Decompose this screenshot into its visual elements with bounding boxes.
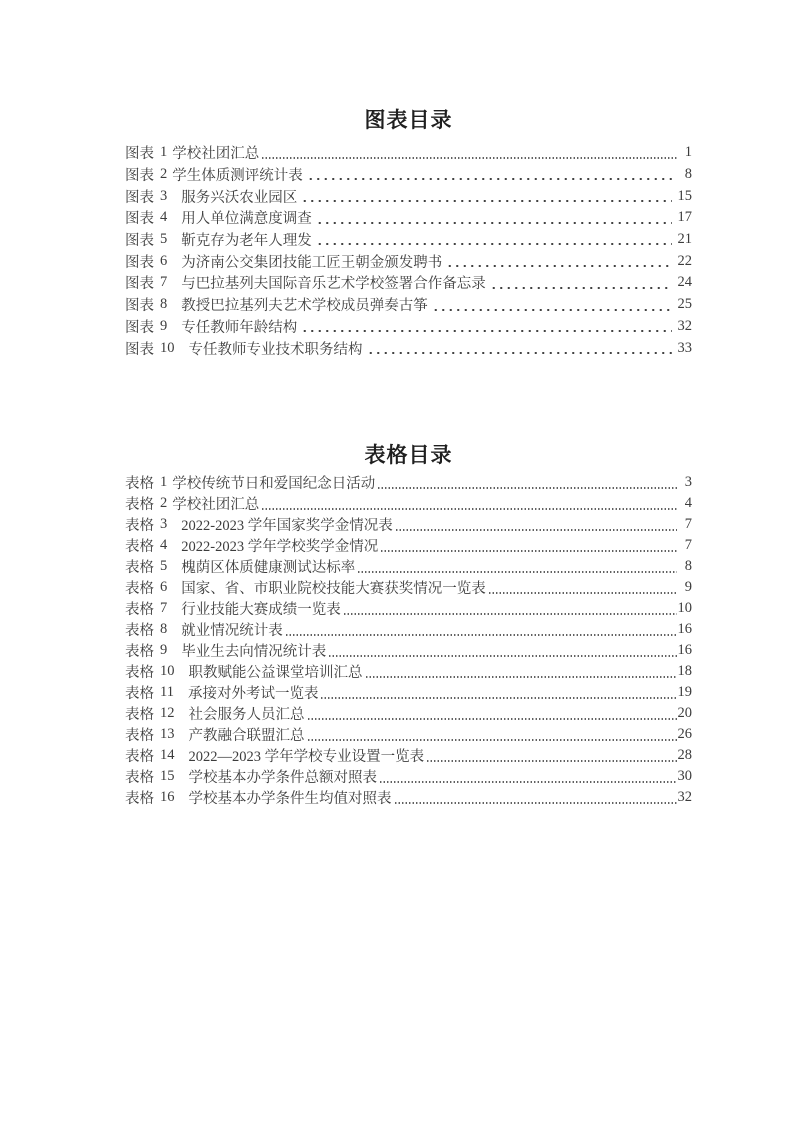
toc-entry-page: 1 bbox=[684, 144, 692, 161]
toc-entry-label: 图表 bbox=[125, 189, 154, 206]
dot-leader bbox=[377, 472, 677, 493]
toc-entry-page: 22 bbox=[677, 252, 692, 269]
toc-entry-page: 15 bbox=[677, 187, 692, 204]
toc-entry[interactable] bbox=[125, 207, 692, 229]
toc-entry-label: 表格 bbox=[125, 560, 154, 576]
toc-entry-page: 7 bbox=[684, 537, 692, 553]
toc-entry-label: 表格 bbox=[125, 497, 154, 513]
toc-entry-number: 5 bbox=[160, 558, 168, 574]
toc-entry-number: 13 bbox=[160, 726, 175, 742]
toc-entry-number: 14 bbox=[160, 747, 175, 763]
toc-entry[interactable] bbox=[125, 577, 692, 598]
toc-entry-number: 3 bbox=[160, 187, 168, 204]
toc-entry-title: 2022-2023 学年国家奖学金情况表 bbox=[181, 518, 393, 534]
toc-entry-label: 图表 bbox=[125, 341, 154, 358]
toc-entry-number: 1 bbox=[160, 144, 168, 161]
toc-entry-page: 9 bbox=[684, 579, 692, 595]
dot-leader bbox=[307, 703, 677, 724]
dot-leader bbox=[320, 682, 676, 703]
toc-entry-title: 2022—2023 学年学校专业设置一览表 bbox=[188, 749, 425, 765]
toc-entry-page: 8 bbox=[684, 558, 692, 574]
toc-entry-title: 学校社团汇总 bbox=[172, 146, 260, 163]
toc-entry-title: 社会服务人员汇总 bbox=[188, 707, 305, 723]
toc-entry-title: 服务兴沃农业园区 bbox=[181, 189, 298, 206]
toc-entry-title: 学生体质测评统计表 bbox=[172, 168, 303, 185]
toc-entry-page: 30 bbox=[677, 768, 692, 784]
toc-entry-label: 表格 bbox=[125, 686, 154, 702]
toc-entry-label: 表格 bbox=[125, 518, 154, 534]
toc-entry-page: 25 bbox=[677, 296, 692, 313]
dot-leader bbox=[316, 207, 672, 229]
toc-entry-title: 靳克存为老年人理发 bbox=[181, 233, 312, 250]
toc-entry-number: 9 bbox=[160, 642, 168, 658]
toc-entry-label: 表格 bbox=[125, 644, 154, 660]
dot-leader bbox=[394, 787, 677, 808]
toc-entry-title: 学校基本办学条件总额对照表 bbox=[188, 770, 377, 786]
toc-entry-label: 表格 bbox=[125, 791, 154, 807]
toc-entry-number: 12 bbox=[160, 705, 175, 721]
toc-entry-label: 图表 bbox=[125, 319, 154, 336]
toc-entry[interactable] bbox=[125, 493, 692, 514]
toc-entry-number: 15 bbox=[160, 768, 175, 784]
toc-entry-page: 16 bbox=[677, 642, 692, 658]
toc-entry-page: 28 bbox=[677, 747, 692, 763]
toc-entry-page: 20 bbox=[677, 705, 692, 721]
toc-entry-label: 表格 bbox=[125, 749, 154, 765]
dot-leader bbox=[446, 250, 671, 272]
toc-entry-title: 毕业生去向情况统计表 bbox=[181, 644, 327, 660]
toc-entry[interactable] bbox=[125, 787, 692, 808]
toc-entry[interactable] bbox=[125, 514, 692, 535]
dot-leader bbox=[343, 598, 677, 619]
dot-leader bbox=[395, 514, 677, 535]
toc-entry-page: 4 bbox=[684, 495, 692, 511]
toc-entry[interactable] bbox=[125, 250, 692, 272]
dot-leader bbox=[426, 745, 676, 766]
dot-leader bbox=[380, 535, 677, 556]
toc-entry-title: 专任教师专业技术职务结构 bbox=[188, 341, 363, 358]
toc-entry-title: 国家、省、市职业院校技能大赛获奖情况一览表 bbox=[181, 581, 486, 597]
toc-entry-label: 表格 bbox=[125, 539, 154, 555]
dot-leader bbox=[261, 493, 677, 514]
toc-entry-number: 4 bbox=[160, 209, 168, 226]
toc-entry-page: 21 bbox=[677, 231, 692, 248]
toc-entry-page: 17 bbox=[677, 209, 692, 226]
toc-entry-title: 教授巴拉基列夫艺术学校成员弹奏古筝 bbox=[181, 298, 428, 315]
toc-entry-label: 表格 bbox=[125, 476, 154, 492]
toc-entry-title: 与巴拉基列夫国际音乐艺术学校签署合作备忘录 bbox=[181, 276, 486, 293]
toc-entry-label: 图表 bbox=[125, 276, 154, 293]
toc-entry-number: 3 bbox=[160, 516, 168, 532]
toc-entry-title: 承接对外考试一览表 bbox=[187, 686, 319, 702]
toc-entry[interactable] bbox=[125, 272, 692, 294]
toc-entry-title: 用人单位满意度调查 bbox=[181, 211, 312, 228]
tables-toc-list bbox=[125, 472, 692, 808]
toc-entry-page: 7 bbox=[684, 516, 692, 532]
figures-toc-section bbox=[125, 105, 692, 359]
dot-leader bbox=[357, 556, 677, 577]
toc-entry-page: 26 bbox=[677, 726, 692, 742]
toc-entry-title: 就业情况统计表 bbox=[181, 623, 283, 639]
toc-entry[interactable] bbox=[125, 229, 692, 251]
toc-entry[interactable] bbox=[125, 703, 692, 724]
toc-entry[interactable] bbox=[125, 316, 692, 338]
toc-entry-label: 表格 bbox=[125, 707, 154, 723]
toc-entry[interactable] bbox=[125, 556, 692, 577]
toc-entry[interactable] bbox=[125, 337, 692, 359]
toc-entry-label: 图表 bbox=[125, 254, 154, 271]
toc-entry-title: 行业技能大赛成绩一览表 bbox=[181, 602, 341, 618]
toc-entry-label: 图表 bbox=[125, 298, 154, 315]
toc-entry-page: 8 bbox=[684, 166, 692, 183]
toc-entry-number: 9 bbox=[160, 317, 168, 334]
toc-entry-page: 16 bbox=[677, 621, 692, 637]
toc-entry-title: 学校传统节日和爱国纪念日活动 bbox=[172, 476, 376, 492]
toc-entry-number: 6 bbox=[160, 252, 168, 269]
dot-leader bbox=[488, 577, 677, 598]
toc-entry-page: 19 bbox=[677, 684, 692, 700]
toc-entry[interactable] bbox=[125, 535, 692, 556]
toc-entry-number: 7 bbox=[160, 274, 168, 291]
figures-toc-title: 图表目录 bbox=[364, 108, 453, 132]
toc-entry-title: 产教融合联盟汇总 bbox=[188, 728, 305, 744]
toc-entry-number: 7 bbox=[160, 600, 168, 616]
toc-entry-page: 18 bbox=[677, 663, 692, 679]
dot-leader bbox=[367, 337, 672, 359]
toc-entry[interactable] bbox=[125, 294, 692, 316]
toc-entry-label: 表格 bbox=[125, 728, 154, 744]
toc-entry-page: 3 bbox=[684, 474, 692, 490]
toc-entry[interactable] bbox=[125, 185, 692, 207]
toc-entry-label: 表格 bbox=[125, 602, 154, 618]
toc-entry-title: 学校社团汇总 bbox=[172, 497, 260, 513]
toc-entry-number: 8 bbox=[160, 296, 168, 313]
toc-entry-label: 表格 bbox=[125, 665, 154, 681]
dot-leader bbox=[285, 619, 677, 640]
toc-entry-title: 职教赋能公益课堂培训汇总 bbox=[188, 665, 363, 681]
toc-entry-label: 表格 bbox=[125, 581, 154, 597]
toc-entry-number: 10 bbox=[160, 339, 175, 356]
toc-entry-number: 2 bbox=[160, 166, 168, 183]
toc-entry-label: 图表 bbox=[125, 211, 154, 228]
dot-leader bbox=[432, 294, 672, 316]
dot-leader bbox=[379, 766, 677, 787]
toc-entry[interactable] bbox=[125, 619, 692, 640]
toc-entry[interactable] bbox=[125, 766, 692, 787]
toc-entry[interactable] bbox=[125, 640, 692, 661]
toc-entry[interactable] bbox=[125, 724, 692, 745]
toc-entry-number: 5 bbox=[160, 231, 168, 248]
toc-entry-number: 10 bbox=[160, 663, 175, 679]
toc-entry-number: 2 bbox=[160, 495, 168, 511]
toc-entry-page: 32 bbox=[677, 789, 692, 805]
toc-entry-title: 学校基本办学条件生均值对照表 bbox=[188, 791, 392, 807]
dot-leader bbox=[261, 142, 677, 164]
dot-leader bbox=[328, 640, 676, 661]
toc-entry-number: 1 bbox=[160, 474, 168, 490]
toc-entry-title: 2022-2023 学年学校奖学金情况 bbox=[181, 539, 379, 555]
toc-entry-label: 表格 bbox=[125, 770, 154, 786]
toc-entry-page: 24 bbox=[677, 274, 692, 291]
toc-entry[interactable] bbox=[125, 164, 692, 186]
toc-entry-number: 16 bbox=[160, 789, 175, 805]
dot-leader bbox=[301, 185, 671, 207]
tables-toc-title: 表格目录 bbox=[364, 443, 453, 467]
toc-entry-page: 32 bbox=[677, 317, 692, 334]
dot-leader bbox=[365, 661, 677, 682]
toc-entry-number: 11 bbox=[160, 684, 174, 700]
toc-entry[interactable] bbox=[125, 745, 692, 766]
toc-entry-title: 专任教师年龄结构 bbox=[181, 319, 298, 336]
toc-entry[interactable] bbox=[125, 661, 692, 682]
toc-entry[interactable] bbox=[125, 598, 692, 619]
dot-leader bbox=[316, 229, 672, 251]
toc-entry[interactable] bbox=[125, 142, 692, 164]
toc-entry-number: 8 bbox=[160, 621, 168, 637]
toc-entry-page: 33 bbox=[677, 339, 692, 356]
toc-entry[interactable] bbox=[125, 472, 692, 493]
dot-leader bbox=[301, 316, 671, 338]
dot-leader bbox=[307, 724, 677, 745]
toc-entry-page: 10 bbox=[677, 600, 692, 616]
toc-entry-title: 槐荫区体质健康测试达标率 bbox=[181, 560, 356, 576]
figures-toc-list bbox=[125, 142, 692, 359]
toc-entry-number: 6 bbox=[160, 579, 168, 595]
toc-entry-label: 表格 bbox=[125, 623, 154, 639]
dot-leader bbox=[307, 164, 672, 186]
toc-entry-number: 4 bbox=[160, 537, 168, 553]
toc-entry-label: 图表 bbox=[125, 233, 154, 250]
toc-entry-label: 图表 bbox=[125, 168, 154, 185]
toc-entry-title: 为济南公交集团技能工匠王朝金颁发聘书 bbox=[181, 254, 443, 271]
dot-leader bbox=[490, 272, 672, 294]
toc-entry[interactable] bbox=[125, 682, 692, 703]
toc-entry-label: 图表 bbox=[125, 146, 154, 163]
tables-toc-section bbox=[125, 440, 692, 808]
